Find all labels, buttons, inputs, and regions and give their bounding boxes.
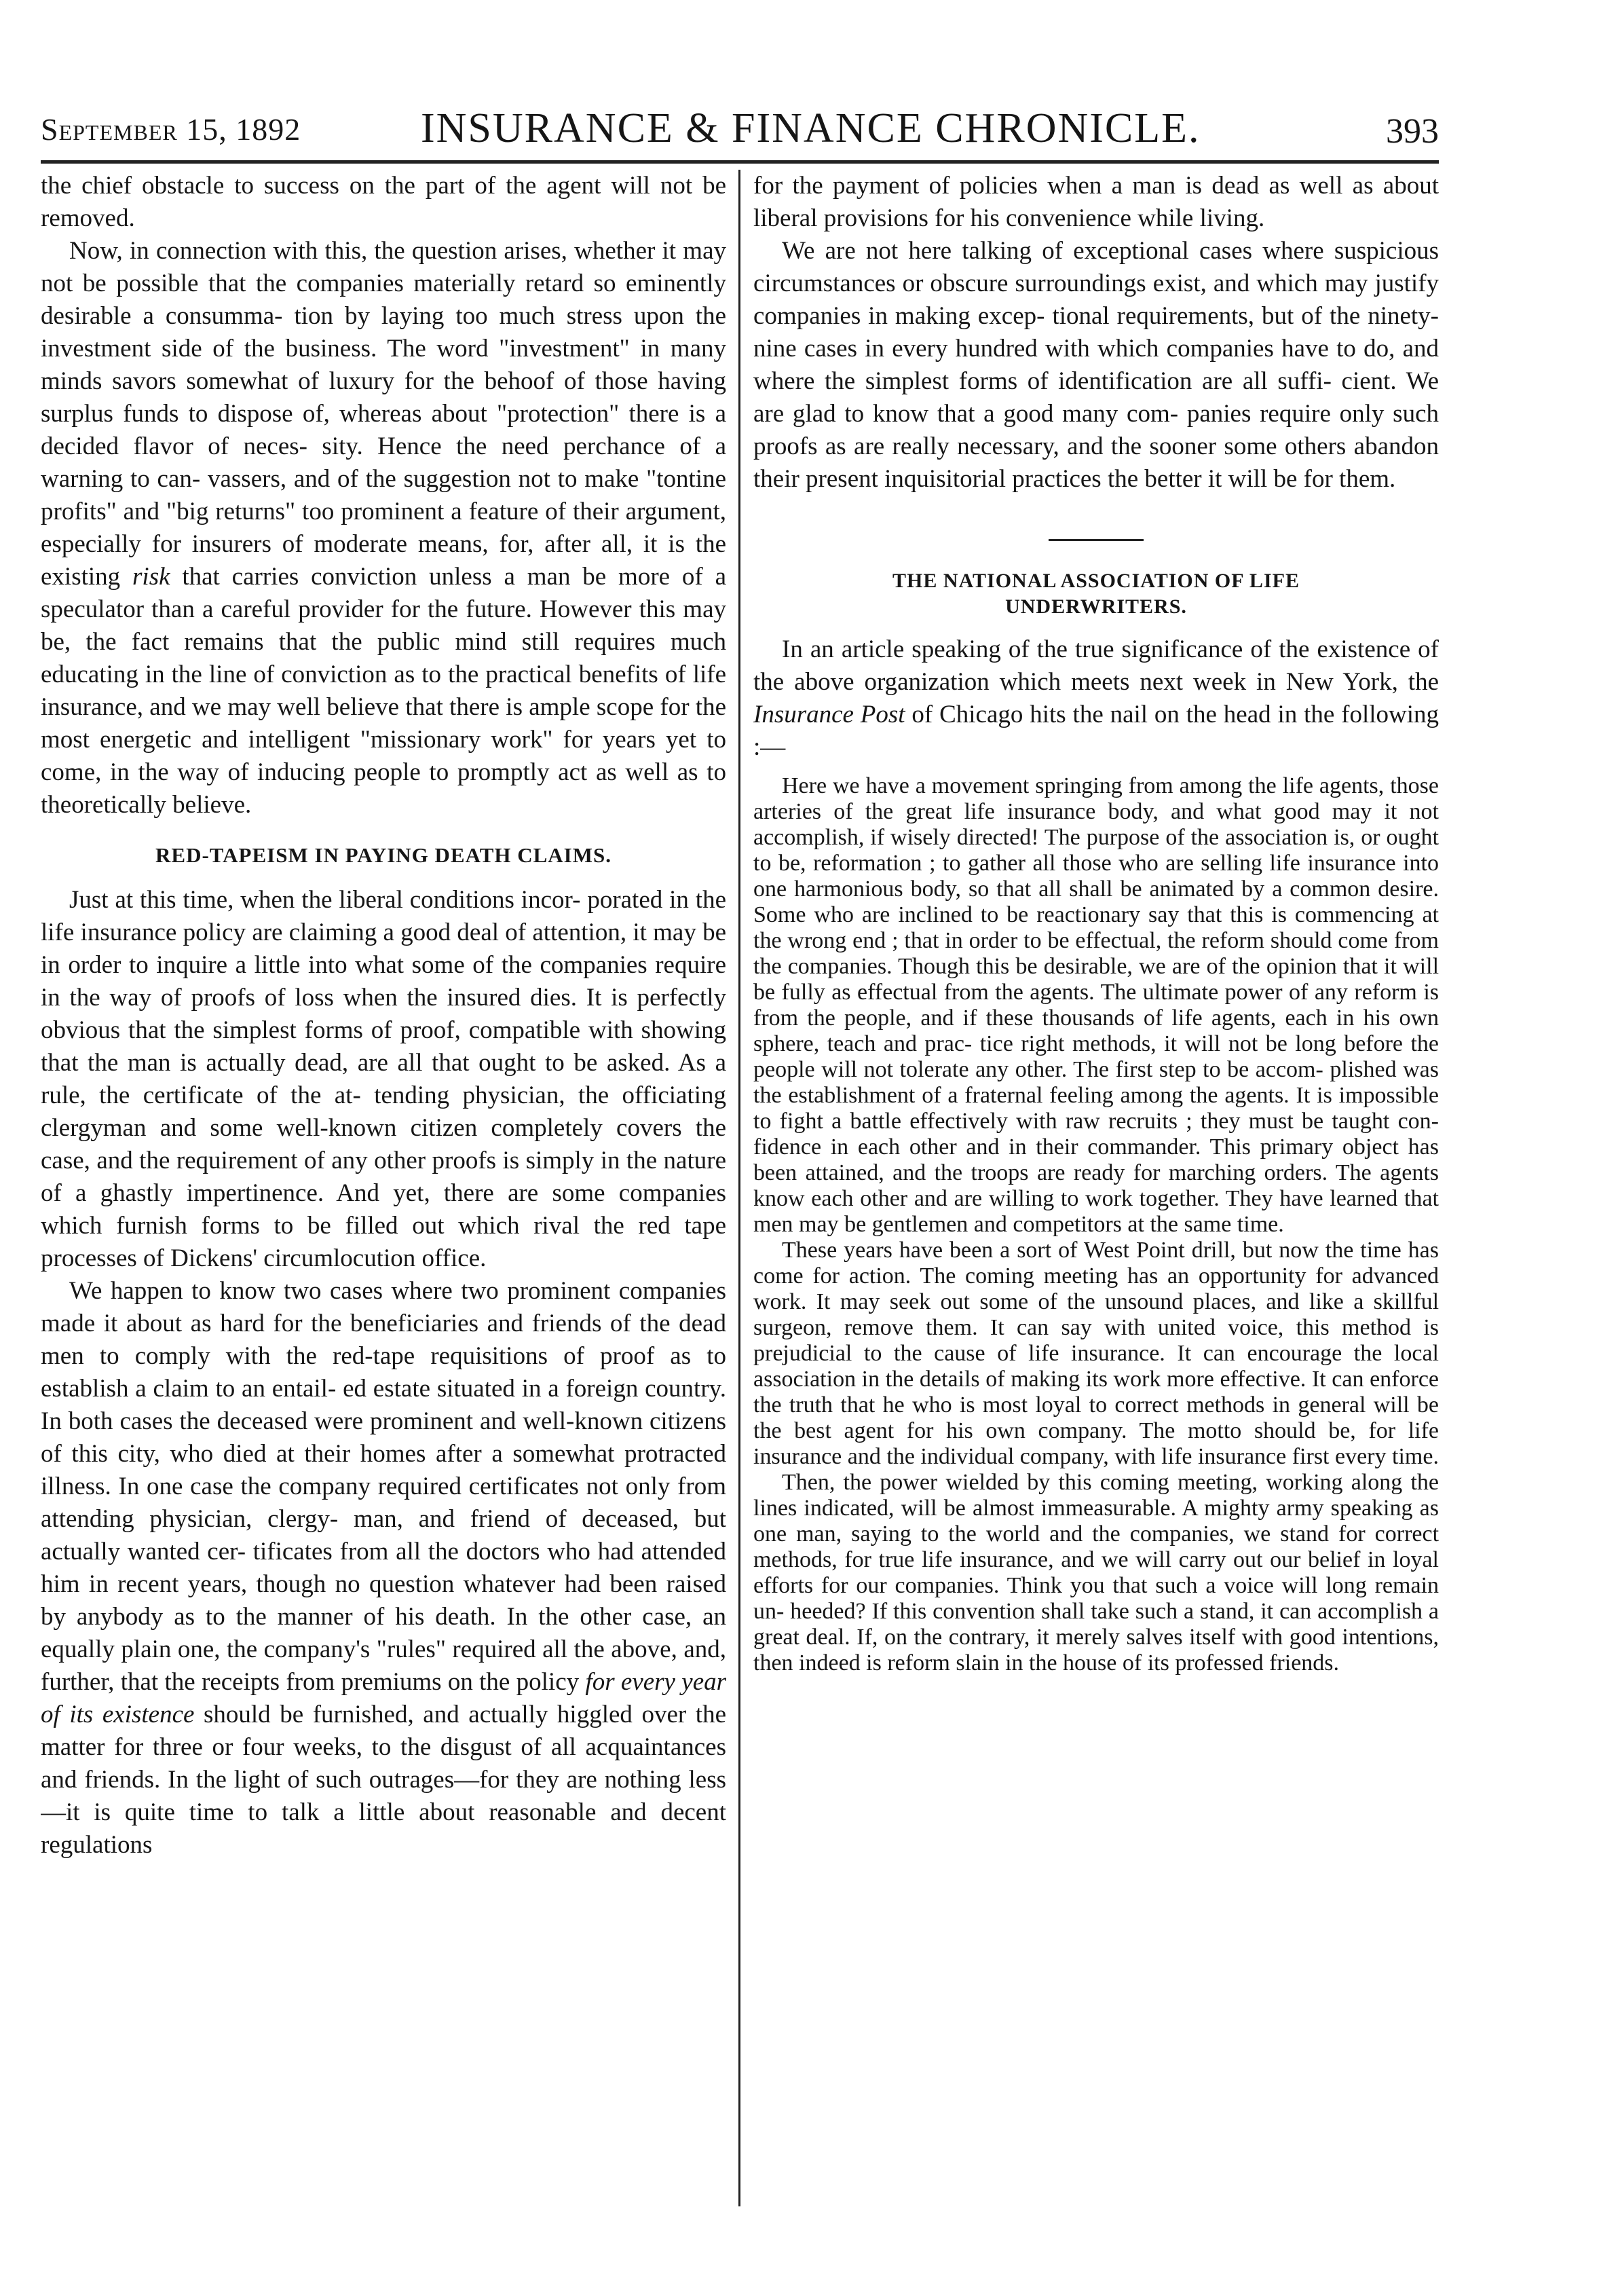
continuation-paragraph-right: for the payment of policies when a man is dead as well as about liberal provisions for his convenience while living. [753,172,1439,232]
section-separator [1049,539,1144,541]
quote-paragraph-2: These years have been a sort of West Point drill, but now the time has come for action. The coming meeting has an opportunity for advanced work. It may seek out some of the unsound places, and like a skillful surgeon, remove them. It can say with united voice, this method is prejudicial to the cause of life insurance. It can encourage the local association in the details of making its work more effective. It can enforce the truth that he who is most loyal to correct methods in general will be the best agent for his own company. The motto should be, for life insurance and the individual company, with life insurance first every time. [753,1238,1439,1469]
publication-title: INSURANCE & FINANCE CHRONICLE. [421,105,1201,151]
quote-paragraph-1: Here we have a movement springing from among the life agents, those arteries of the great life insurance body, and what good may it not accomplish, if wisely directed! The purpose of the association is, or ought to be, reformation ; to gather all those who are selling life insurance into one harmonious body, so that all shall be animated by a common desire. Some who are inclined to be reactionary say that this is commencing at the wrong end ; that in order to be effectual, the reform should come from the companies. Though this be desirable, we are of the opinion that it will be fully as effectual from the agents. The ultimate power of any reform is from the people, and if these thousands of life agents, each in his own sphere, teach and prac- tice right methods, it will not be long before the people will not tolerate any other. The first step to be accom- plished was the establishment of a fraternal feeling among the agents. It is impossible to fight a battle effectively with raw recruits ; they must be taught con- fidence in each other and in their commander. This primary object has been attained, and the troops are ready for marching orders. The agents know each other and are willing to work together. They have learned that men may be gentlemen and competitors at the same time. [753,773,1439,1237]
paragraph-intro: In an article speaking of the true significance of the existence of the above organization which meets next week in New York, the Insurance Post of Chicago hits the nail on the head in the following :— [753,635,1439,761]
continuation-paragraph: the chief obstacle to success on the part of the agent will not be removed. [41,172,726,232]
italic-risk: risk [132,563,170,591]
left-column [41,170,726,2220]
page-number: 393 [1386,112,1439,151]
masthead [41,102,1439,156]
section-heading-national-association: THE NATIONAL ASSOCIATION OF LIFE UNDERWRITERS. [892,570,1300,618]
paragraph-we-happen: We happen to know two cases where two prominent companies made it about as hard for the beneficiaries and friends of the dead men to comply with the red-tape requisitions of proof as to establish a claim to an entail- ed estate situated in a foreign country. In both cases the deceased were prominent and well-known citizens of this city, who died at their homes after a somewhat protracted illness. In one case the company required certificates not only from attending physician, clergy- man, and friend of deceased, but actually wanted cer- tificates from all the doctors who had attended him in recent years, though no question whatever had been raised by anybody as to the manner of his death. In the other case, an equally plain one, the company's "rules" required all the above, and, further, that the receipts from premiums on the policy for every year of its existence should be furnished, and actually higgled over the matter for three or four weeks, to the disgust of all acquaintances and friends. In the light of such outrages—for they are nothing less—it is quite time to talk a little about reasonable and decent regulations [41,1277,726,1859]
section-heading-red-tapeism: RED-TAPEISM IN PAYING DEATH CLAIMS. [155,843,612,867]
italic-for-every-year: for every year of [41,1668,726,1728]
quote-paragraph-3: Then, the power wielded by this coming meeting, working along the lines indicated, will be almost immeasurable. A mighty army speaking as one man, saying to the world and the companies, we stand for correct methods, for true life insurance, and we will carry out our belief in loyal efforts for our companies. Think you that such a voice will long remain un- heeded? If this convention shall take such a stand, it can accomplish a great deal. If, on the contrary, it merely salves itself with good intentions, then indeed is reform slain in the house of its professed friends. [753,1470,1439,1675]
masthead-rule [41,160,1439,164]
italic-its-existence: its existence [69,1701,195,1728]
paragraph-now: Now, in connection with this, the question arises, whether it may not be possible that the companies materially retard so eminently desirable a consumma- tion by laying too much stress upon the investment side of the business. The word "investment" in many minds savors somewhat of luxury for the behoof of those having surplus funds to dispose of, whereas about "protection" there is a decided flavor of neces- sity. Hence the need perchance of a warning to can- vassers, and of the suggestion not to make "tontine profits" and "big returns" too prominent a feature of their argument, especially for insurers of moderate means, for, after all, it is the existing risk that carries conviction unless a man be more of a speculator than a careful provider for the future. However this may be, the fact remains that the public mind still requires much educating in the line of conviction as to the practical benefits of life insurance, and we may well believe that there is ample scope for the most energetic and intelligent "missionary work" for years yet to come, in the way of inducing people to promptly act as well as to theoretically believe. [41,237,726,819]
italic-insurance-post: Insurance Post [753,701,905,728]
paragraph-not-here: We are not here talking of exceptional cases where suspicious circumstances or obscure surroundings exist, and which may justify companies in making excep- tional requirements, but of the ninety-nine cases in every hundred with which companies have to do, and where the simplest forms of identification are all suffi- cient. We are glad to know that a good many com- panies require only such proofs as are really necessary, and the sooner some others abandon their present inquisitorial practices the better it will be for them. [753,237,1439,493]
issue-date: September 15, 1892 [41,112,301,147]
paragraph-just: Just at this time, when the liberal conditions incor- porated in the life insurance policy are claiming a good deal of attention, it may be in order to inquire a little into what some of the companies require in the way of proofs of loss when the insured dies. It is perfectly obvious that the simplest forms of proof, compatible with showing that the man is actually dead, are all that ought to be asked. As a rule, the certificate of the at- tending physician, the officiating clergyman and some well-known citizen completely covers the case, and the requirement of any other proofs is simply in the nature of a ghastly impertinence. And yet, there are some companies which furnish forms to be filled out which rival the red tape processes of Dickens' circumlocution office. [41,886,726,1272]
column-divider [738,170,740,2206]
right-column [753,170,1439,2220]
